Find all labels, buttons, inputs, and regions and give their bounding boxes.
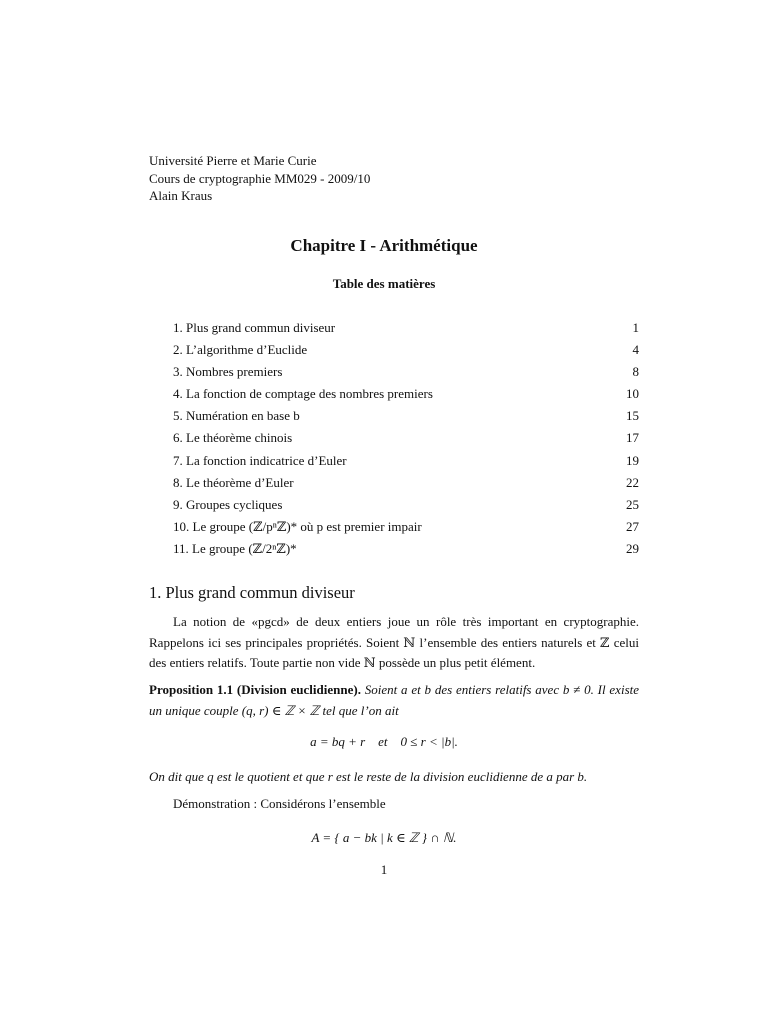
proposition-statement: Soient a et b des entiers relatifs avec b ≠ 0. Il existe un unique couple (q, r) ∈ ℤ × ℤ tel que l’on ait — [149, 682, 640, 718]
toc-entry-label: 11. Le groupe (ℤ/2ⁿℤ)* — [173, 540, 297, 556]
intro-paragraph: La notion de «pgcd» de deux entiers joue un rôle très important en cryptographie. Rappelons ici ses principales propriétés. Soient ℕ l’ensemble des entiers naturels et ℤ celui des entiers relatifs. Toute partie non vide ℕ possède un plus petit élément. — [149, 614, 639, 670]
toc-entry-page: 8 — [632, 364, 639, 380]
division-formula: a = bq + r et 0 ≤ r < |b|. — [310, 734, 458, 749]
toc-entry-page: 29 — [626, 540, 639, 556]
toc-entry — [173, 496, 639, 518]
toc-title: Table des matières — [332, 276, 436, 291]
toc-entry-page: 27 — [626, 518, 639, 534]
toc-entry — [173, 452, 639, 474]
toc-entry-label: 4. La fonction de comptage des nombres premiers — [173, 386, 433, 402]
proposition — [149, 680, 639, 721]
page-number: 1 — [380, 862, 388, 877]
toc-entry-label: 1. Plus grand commun diviseur — [173, 320, 336, 335]
toc-entry-label: 5. Numération en base b — [173, 408, 300, 424]
toc-entry-page: 22 — [626, 474, 639, 490]
header-block — [149, 152, 370, 205]
toc-entry-label: 2. L’algorithme d’Euclide — [173, 342, 308, 358]
toc-entry — [173, 363, 639, 385]
toc-entry-page: 10 — [626, 386, 639, 402]
toc-entry — [173, 385, 639, 407]
toc-entry — [173, 341, 639, 363]
author-name: Alain Kraus — [149, 188, 213, 203]
toc-entry-label: 7. La fonction indicatrice d’Euler — [173, 452, 347, 468]
proof-intro: Démonstration : Considérons l’ensemble — [173, 796, 386, 811]
toc-entry-page: 15 — [626, 408, 639, 424]
toc-entry-label: 9. Groupes cycliques — [173, 496, 283, 512]
toc-entry-page: 4 — [632, 342, 639, 358]
toc-entry — [173, 540, 639, 562]
toc-entry — [173, 319, 639, 341]
toc-entry — [173, 407, 639, 429]
toc-entry-label: 8. Le théorème d’Euler — [173, 474, 294, 490]
course-name: Cours de cryptographie MM029 - 2009/10 — [149, 170, 371, 186]
toc-entry — [173, 429, 639, 451]
toc-entry-label: 3. Nombres premiers — [173, 364, 283, 380]
proposition-remark: On dit que q est le quotient et que r est le reste de la division euclidienne de a par b. — [149, 769, 588, 784]
toc-entry-page: 19 — [626, 452, 639, 468]
proposition-heading: Proposition 1.1 (Division euclidienne). — [149, 682, 361, 697]
section-title: 1. Plus grand commun diviseur — [149, 583, 355, 602]
table-of-contents — [173, 319, 639, 562]
university-name: Université Pierre et Marie Curie — [149, 153, 317, 168]
toc-entry-page: 17 — [626, 430, 639, 446]
toc-entry — [173, 474, 639, 496]
toc-entry-label: 10. Le groupe (ℤ/pⁿℤ)* où p est premier impair — [173, 518, 422, 534]
toc-entry-page: 1 — [632, 320, 639, 335]
toc-entry — [173, 518, 639, 540]
toc-entry-page: 25 — [626, 496, 639, 512]
chapter-title: Chapitre I - Arithmétique — [290, 236, 478, 255]
toc-entry-label: 6. Le théorème chinois — [173, 430, 293, 446]
set-formula: A = { a − bk | k ∈ ℤ } ∩ ℕ. — [311, 830, 457, 845]
